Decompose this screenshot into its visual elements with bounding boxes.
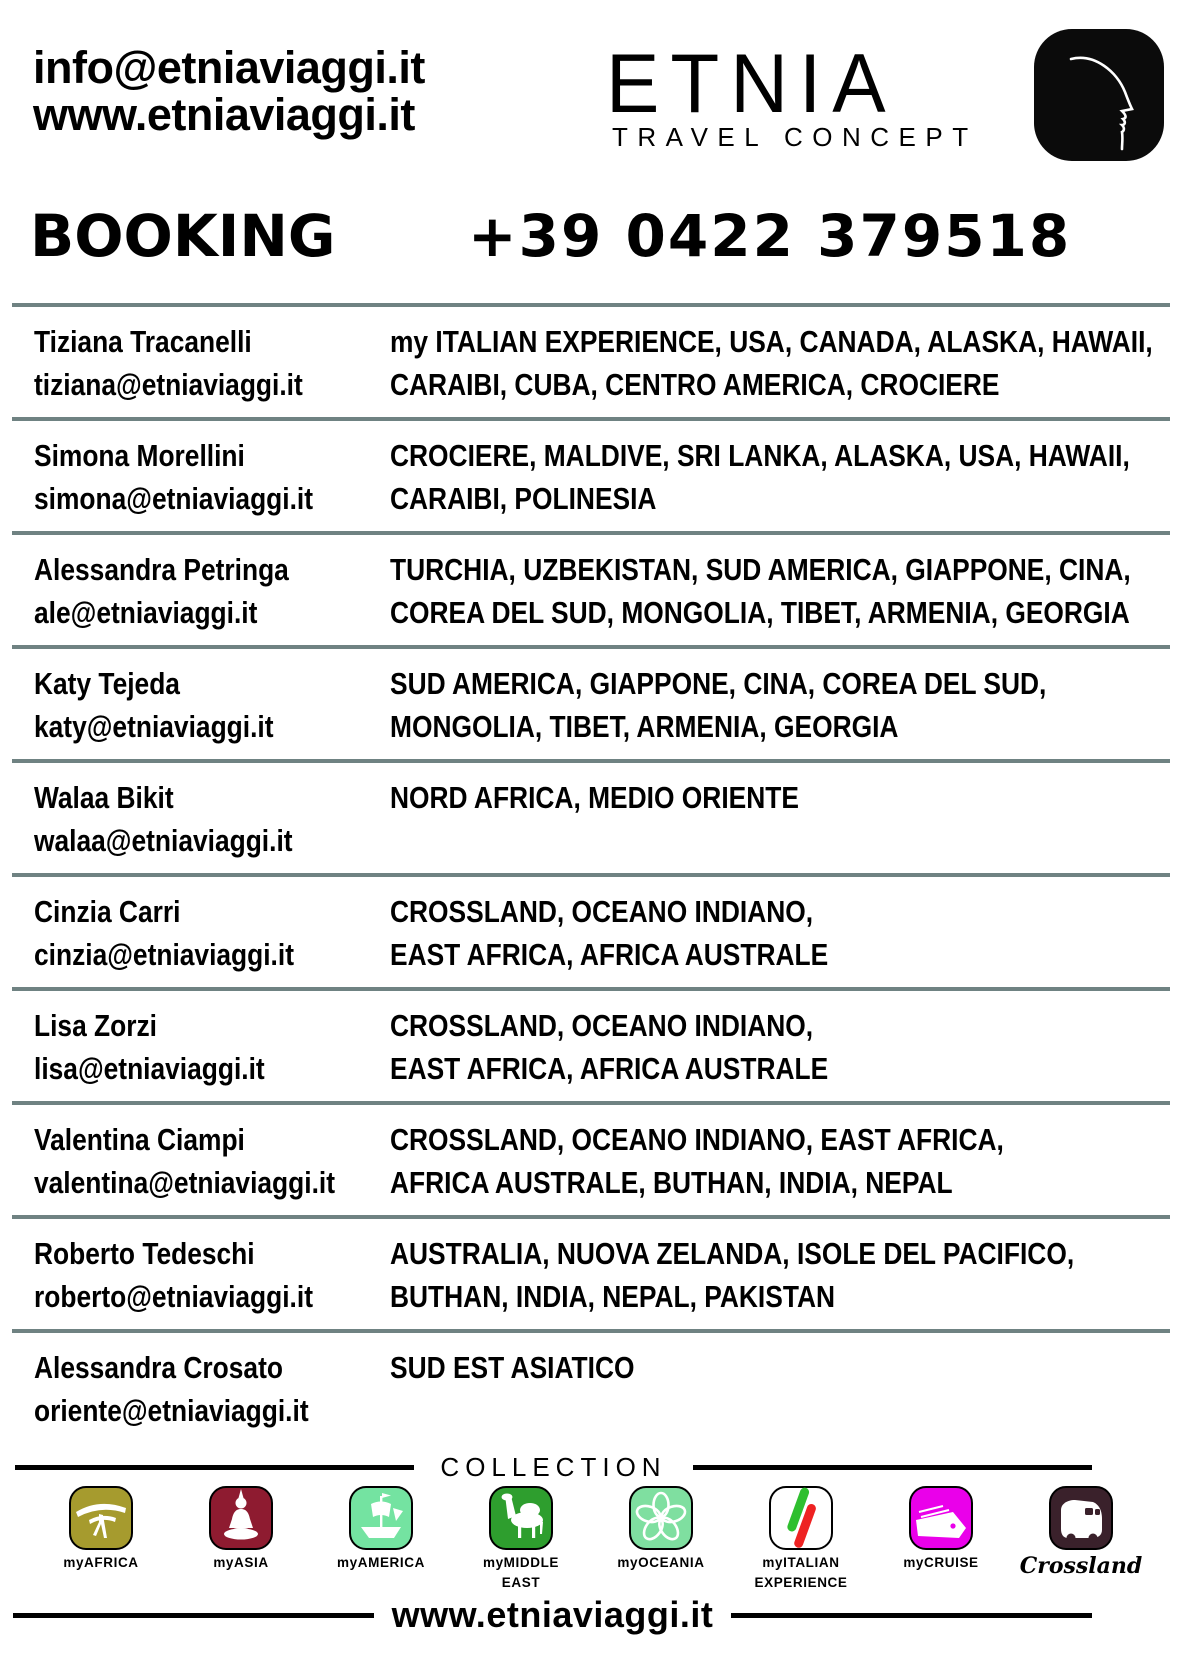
italy-brush-icon bbox=[769, 1486, 833, 1550]
agent-name: Roberto Tedeschi bbox=[34, 1236, 255, 1271]
booking-title: BOOKING bbox=[30, 202, 336, 270]
destination-line: BUTHAN, INDIA, NEPAL, PAKISTAN bbox=[390, 1279, 836, 1314]
table-row bbox=[12, 759, 1170, 873]
agent-name: Lisa Zorzi bbox=[34, 1008, 157, 1043]
contact-email[interactable]: info@etniaviaggi.it bbox=[33, 42, 425, 93]
agent-name: Valentina Ciampi bbox=[34, 1122, 245, 1157]
destination-line: NORD AFRICA, MEDIO ORIENTE bbox=[390, 780, 799, 815]
agents-table bbox=[12, 303, 1170, 1456]
booking-phone[interactable]: +39 0422 379518 bbox=[468, 202, 1072, 270]
brand-item bbox=[1020, 1486, 1142, 1590]
brand-item bbox=[880, 1486, 1002, 1590]
brand-label: myOCEANIA bbox=[617, 1555, 705, 1570]
agent-email[interactable]: cinzia@etniaviaggi.it bbox=[34, 937, 294, 972]
cruise-ship-icon bbox=[909, 1486, 973, 1550]
brand-label: myAMERICA bbox=[337, 1555, 425, 1570]
table-row bbox=[12, 645, 1170, 759]
contact-website[interactable]: www.etniaviaggi.it bbox=[33, 89, 415, 140]
brand-label: EAST bbox=[501, 1575, 541, 1590]
brand-label: myMIDDLE bbox=[482, 1555, 560, 1570]
table-row bbox=[12, 987, 1170, 1101]
agent-name: Tiziana Tracanelli bbox=[34, 324, 252, 359]
agent-name: Cinzia Carri bbox=[34, 894, 181, 929]
footer-divider-right bbox=[731, 1613, 1092, 1618]
agent-email[interactable]: ale@etniaviaggi.it bbox=[34, 595, 258, 630]
table-row bbox=[12, 531, 1170, 645]
buddha-icon bbox=[209, 1486, 273, 1550]
brand-item bbox=[600, 1486, 722, 1590]
agent-name: Simona Morellini bbox=[34, 438, 245, 473]
brand-label: Crossland bbox=[1019, 1553, 1143, 1579]
brand-item bbox=[180, 1486, 302, 1590]
collection-title: COLLECTION bbox=[440, 1452, 667, 1482]
destination-line: COREA DEL SUD, MONGOLIA, TIBET, ARMENIA, GEORGIA bbox=[390, 595, 1130, 630]
table-row bbox=[12, 417, 1170, 531]
agent-email[interactable]: walaa@etniaviaggi.it bbox=[34, 823, 293, 858]
frangipani-icon bbox=[629, 1486, 693, 1550]
brand-label: EXPERIENCE bbox=[754, 1575, 848, 1590]
table-row bbox=[12, 303, 1170, 417]
agent-name: Alessandra Petringa bbox=[34, 552, 289, 587]
etnia-tagline: TRAVEL CONCEPT bbox=[612, 122, 978, 152]
agent-email[interactable]: oriente@etniaviaggi.it bbox=[34, 1393, 309, 1428]
destination-line: CROSSLAND, OCEANO INDIANO, EAST AFRICA, bbox=[390, 1122, 1004, 1157]
collection-divider-right bbox=[693, 1465, 1092, 1470]
agent-name: Walaa Bikit bbox=[34, 780, 174, 815]
brand-label: myITALIAN bbox=[762, 1555, 840, 1570]
agent-email[interactable]: roberto@etniaviaggi.it bbox=[34, 1279, 313, 1314]
brand-item bbox=[460, 1486, 582, 1590]
agent-email[interactable]: tiziana@etniaviaggi.it bbox=[34, 367, 303, 402]
acacia-tree-icon bbox=[69, 1486, 133, 1550]
agent-email[interactable]: valentina@etniaviaggi.it bbox=[34, 1165, 335, 1200]
footer-divider-left bbox=[13, 1613, 374, 1618]
brand-item bbox=[740, 1486, 862, 1590]
destination-line: CROSSLAND, OCEANO INDIANO, bbox=[390, 894, 814, 929]
etnia-wordmark: ETNIA bbox=[606, 37, 897, 130]
destination-line: CROSSLAND, OCEANO INDIANO, bbox=[390, 1008, 814, 1043]
brand-item bbox=[320, 1486, 442, 1590]
destination-line: CROCIERE, MALDIVE, SRI LANKA, ALASKA, USA, HAWAII, bbox=[390, 438, 1130, 473]
face-profile-logo-icon bbox=[1033, 28, 1165, 162]
destination-line: EAST AFRICA, AFRICA AUSTRALE bbox=[390, 937, 829, 972]
table-row bbox=[12, 1215, 1170, 1329]
camel-icon bbox=[489, 1486, 553, 1550]
destination-line: CARAIBI, POLINESIA bbox=[390, 481, 657, 516]
table-row bbox=[12, 1329, 1170, 1456]
brand-list bbox=[40, 1486, 1142, 1590]
agent-email[interactable]: simona@etniaviaggi.it bbox=[34, 481, 314, 516]
offroad-vehicle-icon bbox=[1049, 1486, 1113, 1550]
agent-name: Katy Tejeda bbox=[34, 666, 180, 701]
destination-line: CARAIBI, CUBA, CENTRO AMERICA, CROCIERE bbox=[390, 367, 1000, 402]
destination-line: SUD EST ASIATICO bbox=[390, 1350, 635, 1385]
destination-line: TURCHIA, UZBEKISTAN, SUD AMERICA, GIAPPONE, CINA, bbox=[390, 552, 1131, 587]
header-contact bbox=[33, 44, 425, 138]
brand-label: myAFRICA bbox=[63, 1555, 139, 1570]
destination-line: MONGOLIA, TIBET, ARMENIA, GEORGIA bbox=[390, 709, 899, 744]
footer-website[interactable]: www.etniaviaggi.it bbox=[391, 1594, 714, 1635]
agent-email[interactable]: katy@etniaviaggi.it bbox=[34, 709, 274, 744]
collection-section-header bbox=[15, 1452, 1092, 1483]
agent-name: Alessandra Crosato bbox=[34, 1350, 283, 1385]
destination-line: SUD AMERICA, GIAPPONE, CINA, COREA DEL SUD, bbox=[390, 666, 1047, 701]
table-row bbox=[12, 1101, 1170, 1215]
brand-item bbox=[40, 1486, 162, 1590]
agent-email[interactable]: lisa@etniaviaggi.it bbox=[34, 1051, 265, 1086]
brand-label: myCRUISE bbox=[903, 1555, 979, 1570]
destination-line: my ITALIAN EXPERIENCE, USA, CANADA, ALASKA, HAWAII, bbox=[390, 324, 1153, 359]
destination-line: AFRICA AUSTRALE, BUTHAN, INDIA, NEPAL bbox=[390, 1165, 953, 1200]
brand-label: myASIA bbox=[213, 1555, 269, 1570]
table-row bbox=[12, 873, 1170, 987]
destination-line: EAST AFRICA, AFRICA AUSTRALE bbox=[390, 1051, 829, 1086]
destination-line: AUSTRALIA, NUOVA ZELANDA, ISOLE DEL PACIFICO, bbox=[390, 1236, 1075, 1271]
caravel-ship-icon bbox=[349, 1486, 413, 1550]
collection-divider-left bbox=[15, 1465, 414, 1470]
footer bbox=[13, 1594, 1092, 1636]
